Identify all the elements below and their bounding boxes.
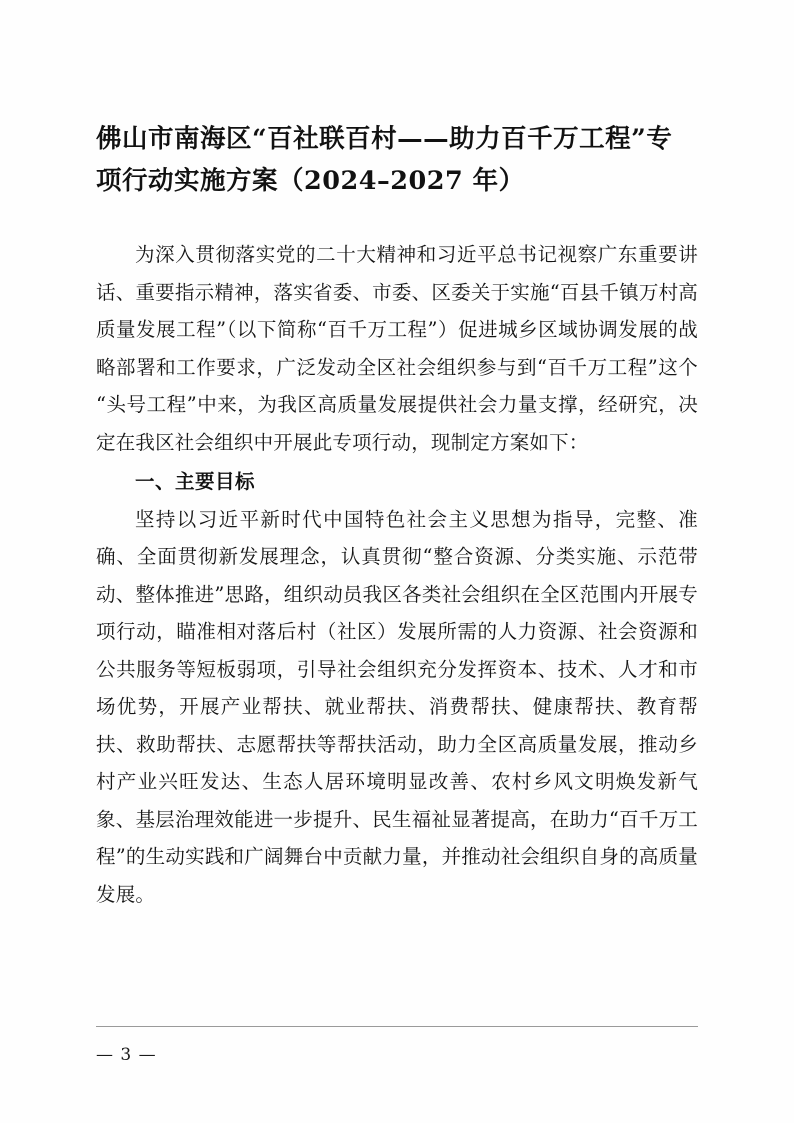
section-body-main-goals: 坚持以习近平新时代中国特色社会主义思想为指导，完整、准确、全面贯彻新发展理念，认真贯彻“整合资源、分类实施、示范带动、整体推进”思路，组织动员我区各类社会组织在全区范围内开展专项行动，瞄准相对落后村（社区）发展所需的人力资源、社会资源和公共服务等短板弱项，引导社会组织充分发挥资本、技术、人才和市场优势，开展产业帮扶、就业帮扶、消费帮扶、健康帮扶、教育帮扶、救助帮扶、志愿帮扶等帮扶活动，助力全区高质量发展，推动乡村产业兴旺发达、生态人居环境明显改善、农村乡风文明焕发新气象、基层治理效能进一步提升、民生福祉显著提高，在助力“百千万工程”的生动实践和广阔舞台中贡献力量，并推动社会组织自身的高质量发展。 <box>96 507 698 906</box>
page-number: — 3 — <box>96 1045 157 1065</box>
footer-divider <box>96 1026 698 1027</box>
intro-paragraph: 为深入贯彻落实党的二十大精神和习近平总书记视察广东重要讲话、重要指示精神，落实省委、市委、区委关于实施“百县千镇万村高质量发展工程”（以下简称“百千万工程”）促进城乡区域协调发展的战略部署和工作要求，广泛发动全区社会组织参与到“百千万工程”这个“头号工程”中来，为我区高质量发展提供社会力量支撑，经研究，决定在我区社会组织中开展此专项行动，现制定方案如下： <box>96 243 698 454</box>
page-title: 佛山市南海区“百社联百村——助力百千万工程”专项行动实施方案（2024–2027 年） <box>96 124 673 196</box>
section-heading-main-goals: 一、主要目标 <box>135 470 256 493</box>
